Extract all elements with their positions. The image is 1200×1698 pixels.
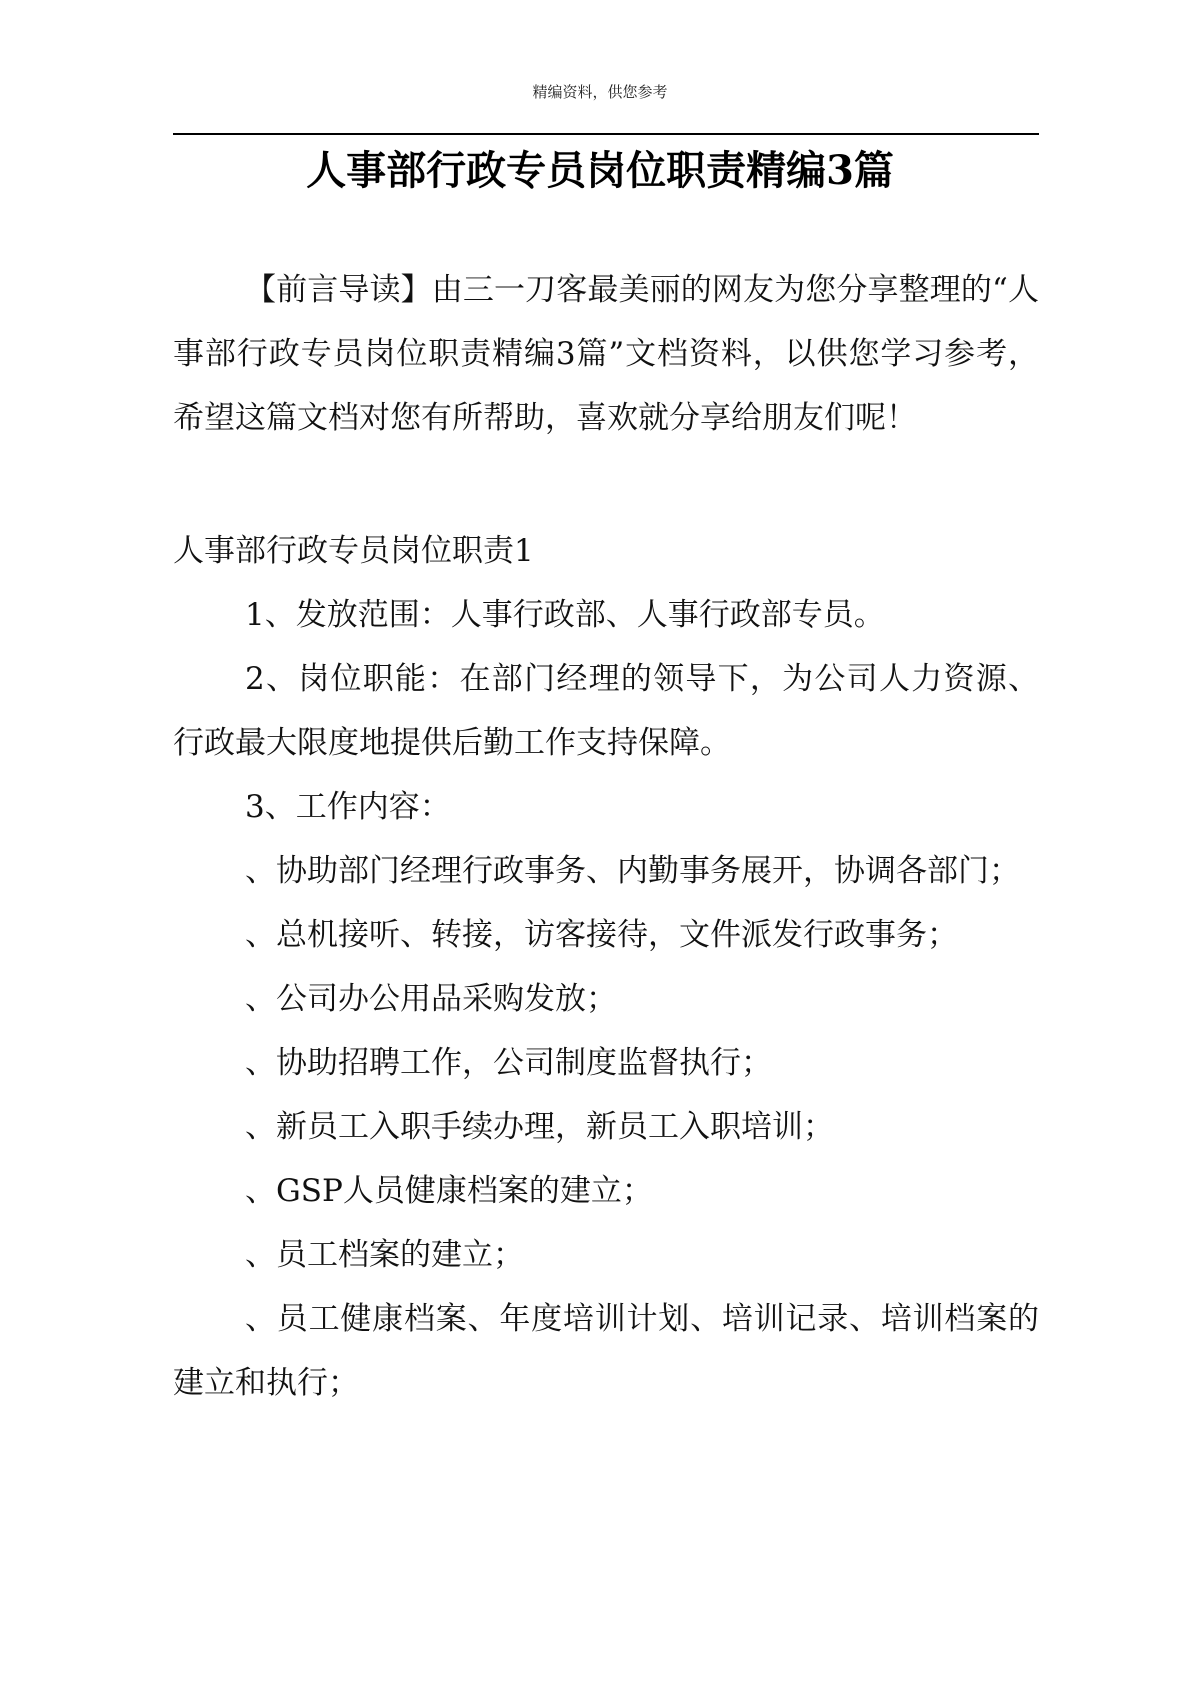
list-item: 、协助招聘工作，公司制度监督执行； [245,1045,772,1081]
preface-paragraph: 【前言导读】由三一刀客最美丽的网友为您分享整理的“人事部行政专员岗位职责精编3篇”文档资料，以供您学习参考，希望这篇文档对您有所帮助，喜欢就分享给朋友们呢！ [173,272,1039,436]
section-heading: 人事部行政专员岗位职责1 [173,533,534,569]
document-body [173,258,1039,1415]
list-item: 、新员工入职手续办理，新员工入职培训； [245,1109,834,1145]
list-item: 、员工档案的建立； [245,1237,524,1273]
list-item: 2、岗位职能：在部门经理的领导下，为公司人力资源、行政最大限度地提供后勤工作支持保障。 [173,661,1039,761]
list-item: 、总机接听、转接，访客接待，文件派发行政事务； [245,917,958,953]
list-item: 、员工健康档案、年度培训计划、培训记录、培训档案的建立和执行； [173,1301,1039,1401]
list-item: 、协助部门经理行政事务、内勤事务展开，协调各部门； [245,853,1020,889]
document-title: 人事部行政专员岗位职责精编3篇 [306,147,894,194]
list-item: 、公司办公用品采购发放； [245,981,617,1017]
header-divider [173,133,1039,135]
list-item: 、GSP人员健康档案的建立； [245,1173,653,1209]
list-item: 1、发放范围：人事行政部、人事行政部专员。 [245,597,885,633]
list-item: 3、工作内容： [245,789,451,825]
page-header-note: 精编资料，供您参考 [532,83,668,101]
paragraph-gap [173,450,1039,519]
